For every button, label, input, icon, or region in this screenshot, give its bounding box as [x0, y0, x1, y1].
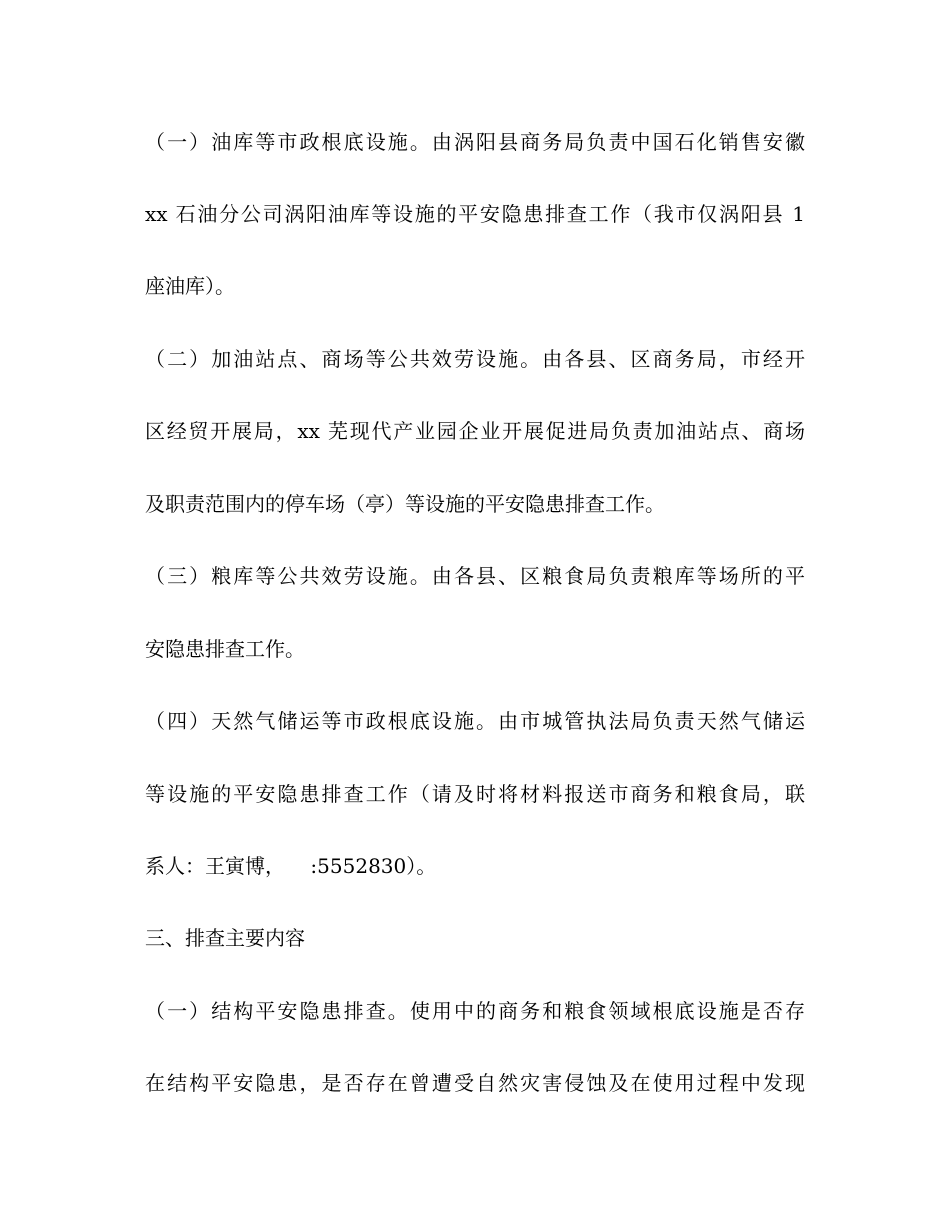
text-line: （四）天然气储运等市政根底设施。由市城管执法局负责天然气储运 [145, 709, 805, 733]
text-line: 系人：王寅博， :5552830）。 [145, 854, 437, 878]
text-line: 等设施的平安隐患排查工作（请及时将材料报送市商务和粮食局，联 [145, 782, 805, 806]
text-line: （三）粮库等公共效劳设施。由各县、区粮食局负责粮库等场所的平 [145, 564, 805, 588]
text-line: 及职责范围内的停车场（亭）等设施的平安隐患排查工作。 [145, 492, 665, 516]
text-line: xx 石油分公司涡阳油库等设施的平安隐患排查工作（我市仅涡阳县 1 [145, 202, 805, 226]
text-line: （二）加油站点、商场等公共效劳设施。由各县、区商务局，市经开 [145, 347, 805, 371]
text-line: 区经贸开展局，xx 芜现代产业园企业开展促进局负责加油站点、商场 [145, 419, 805, 443]
text-line: 在结构平安隐患，是否存在曾遭受自然灾害侵蚀及在使用过程中发现 [145, 1071, 805, 1095]
text-line: 安隐患排查工作。 [145, 637, 305, 661]
text-line: （一）结构平安隐患排查。使用中的商务和粮食领域根底设施是否存 [145, 999, 805, 1023]
text-line: （一）油库等市政根底设施。由涡阳县商务局负责中国石化销售安徽 [145, 130, 805, 154]
text-line: 座油库）。 [145, 274, 235, 298]
section-heading: 三、排查主要内容 [145, 926, 305, 950]
